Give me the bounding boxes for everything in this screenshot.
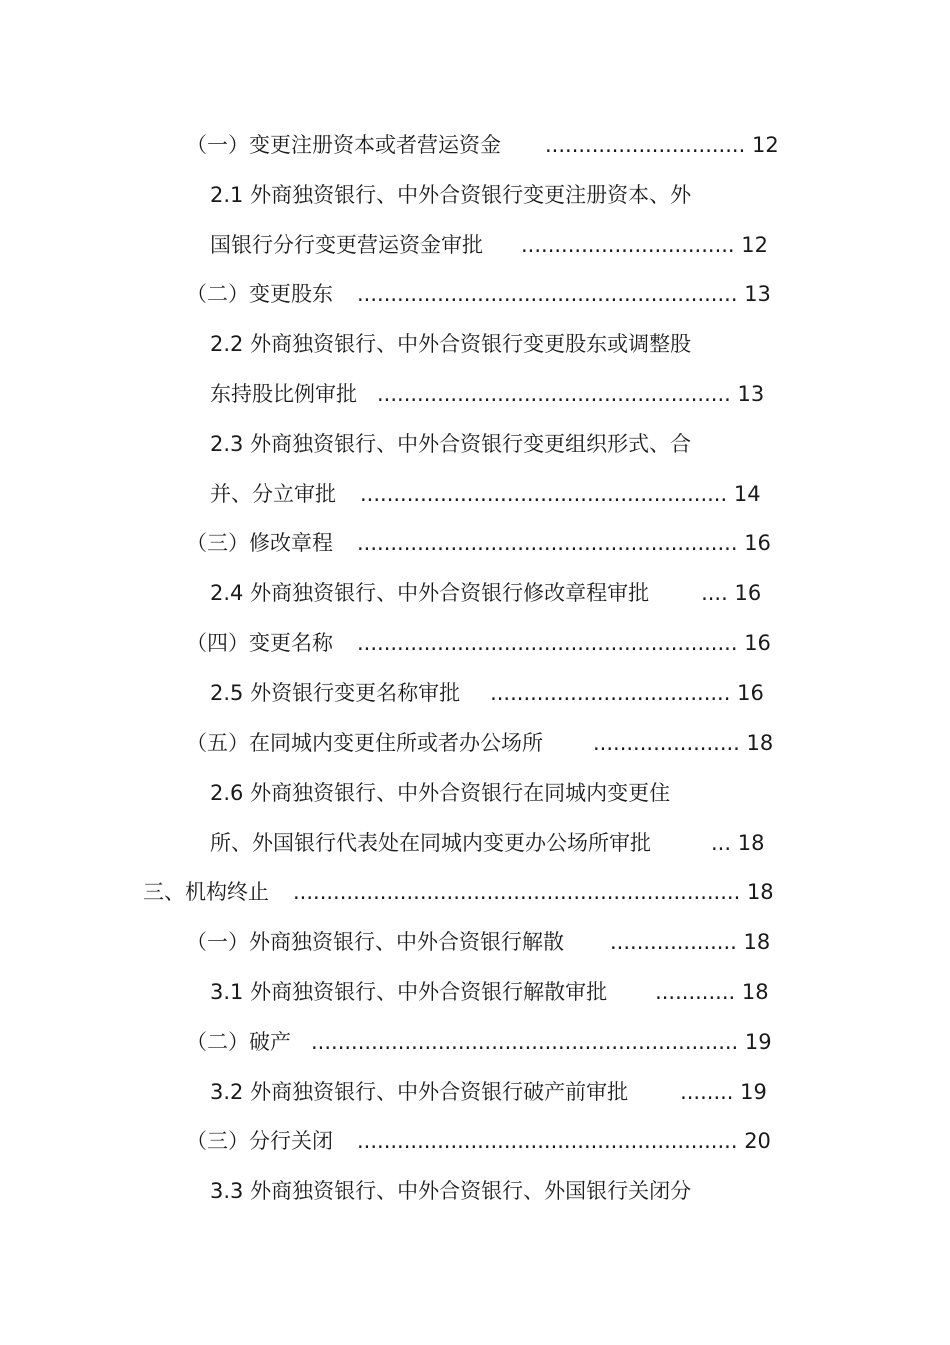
toc-dot-leader: ................................ bbox=[521, 233, 735, 257]
toc-page-number: 16 bbox=[744, 531, 771, 555]
toc-entry bbox=[210, 827, 764, 859]
toc-entry-text: 并、分立审批 bbox=[210, 482, 336, 506]
toc-dot-leader: ......................................................... bbox=[357, 1129, 738, 1153]
toc-page-number: 18 bbox=[746, 731, 774, 755]
toc-entry-text: （四）变更名称 bbox=[186, 631, 333, 655]
toc-page-number: 20 bbox=[744, 1129, 771, 1153]
toc-entry-text: 2.4 外商独资银行、中外合资银行修改章程审批 bbox=[210, 581, 650, 605]
toc-entry-text: 3.2 外商独资银行、中外合资银行破产前审批 bbox=[210, 1080, 629, 1104]
toc-dot-leader: .............................. bbox=[545, 133, 746, 157]
toc-entry bbox=[210, 1076, 767, 1108]
toc-entry-text: 2.2 外商独资银行、中外合资银行变更股东或调整股 bbox=[210, 332, 692, 356]
toc-entry-text: 2.3 外商独资银行、中外合资银行变更组织形式、合 bbox=[210, 432, 692, 456]
toc-page-number: 14 bbox=[733, 482, 761, 506]
toc-entry-text: 国银行分行变更营运资金审批 bbox=[210, 233, 483, 257]
toc-entry bbox=[186, 278, 771, 310]
toc-entry bbox=[210, 229, 768, 261]
toc-dot-leader: ... bbox=[711, 831, 732, 855]
toc-page-number: 18 bbox=[746, 880, 774, 904]
toc-entry bbox=[186, 627, 771, 659]
toc-entry-text: 3.1 外商独资银行、中外合资银行解散审批 bbox=[210, 980, 608, 1004]
toc-dot-leader: ..................................................... bbox=[377, 382, 731, 406]
toc-page-number: 13 bbox=[737, 382, 765, 406]
toc-page-number: 18 bbox=[737, 831, 765, 855]
toc-entry-text: 所、外国银行代表处在同城内变更办公场所审批 bbox=[210, 831, 651, 855]
toc-entry-text: 三、机构终止 bbox=[143, 880, 269, 904]
toc-entry-text: （一）外商独资银行、中外合资银行解散 bbox=[186, 930, 564, 954]
toc-section-heading bbox=[143, 876, 774, 908]
toc-page-number: 18 bbox=[743, 930, 771, 954]
toc-page-number: 16 bbox=[737, 681, 764, 705]
toc-entry bbox=[186, 1125, 771, 1157]
toc-entry bbox=[210, 577, 761, 609]
toc-page-number: 19 bbox=[740, 1080, 767, 1104]
toc-dot-leader: ......................................................... bbox=[357, 531, 738, 555]
toc-entry-text: 东持股比例审批 bbox=[210, 382, 357, 406]
toc-entry bbox=[210, 478, 761, 510]
toc-dot-leader: ............ bbox=[655, 980, 736, 1004]
toc-entry bbox=[210, 1175, 691, 1207]
toc-page-number: 12 bbox=[751, 133, 779, 157]
toc-page-number: 13 bbox=[744, 282, 771, 306]
toc-page-number: 16 bbox=[734, 581, 762, 605]
toc-entry-text: 2.6 外商独资银行、中外合资银行在同城内变更住 bbox=[210, 781, 671, 805]
toc-entry-text: 2.5 外资银行变更名称审批 bbox=[210, 681, 461, 705]
toc-entry-text: （二）变更股东 bbox=[186, 282, 333, 306]
toc-entry bbox=[186, 926, 770, 958]
toc-dot-leader: .................................... bbox=[490, 681, 731, 705]
toc-entry bbox=[186, 727, 773, 759]
toc-entry-text: 2.1 外商独资银行、中外合资银行变更注册资本、外 bbox=[210, 183, 692, 207]
toc-entry bbox=[186, 1026, 772, 1058]
toc-dot-leader: .... bbox=[701, 581, 728, 605]
toc-dot-leader: ................................................................... bbox=[293, 880, 741, 904]
toc-entry-text: （五）在同城内变更住所或者办公场所 bbox=[186, 731, 543, 755]
toc-dot-leader: ...................... bbox=[593, 731, 740, 755]
toc-dot-leader: ......................................................... bbox=[357, 282, 738, 306]
toc-entry-text: 3.3 外商独资银行、中外合资银行、外国银行关闭分 bbox=[210, 1179, 692, 1203]
toc-entry-text: （二）破产 bbox=[186, 1030, 291, 1054]
toc-entry bbox=[210, 677, 764, 709]
toc-entry bbox=[210, 777, 670, 809]
toc-page-number: 19 bbox=[744, 1030, 772, 1054]
toc-entry bbox=[186, 527, 771, 559]
toc-dot-leader: ....................................................... bbox=[360, 482, 728, 506]
toc-entry bbox=[210, 179, 691, 211]
toc-entry-text: （一）变更注册资本或者营运资金 bbox=[186, 133, 501, 157]
toc-entry bbox=[210, 428, 691, 460]
toc-entry bbox=[210, 378, 764, 410]
toc-page-number: 18 bbox=[741, 980, 769, 1004]
toc-entry bbox=[210, 976, 769, 1008]
toc-entry bbox=[210, 328, 691, 360]
toc-page-number: 16 bbox=[744, 631, 771, 655]
toc-dot-leader: ........ bbox=[680, 1080, 734, 1104]
toc-dot-leader: ......................................................... bbox=[357, 631, 738, 655]
toc-dot-leader: ................................................................ bbox=[311, 1030, 739, 1054]
toc-dot-leader: ................... bbox=[610, 930, 737, 954]
toc-entry bbox=[186, 129, 779, 161]
toc-entry-text: （三）修改章程 bbox=[186, 531, 333, 555]
toc-entry-text: （三）分行关闭 bbox=[186, 1129, 333, 1153]
toc-page-number: 12 bbox=[741, 233, 769, 257]
